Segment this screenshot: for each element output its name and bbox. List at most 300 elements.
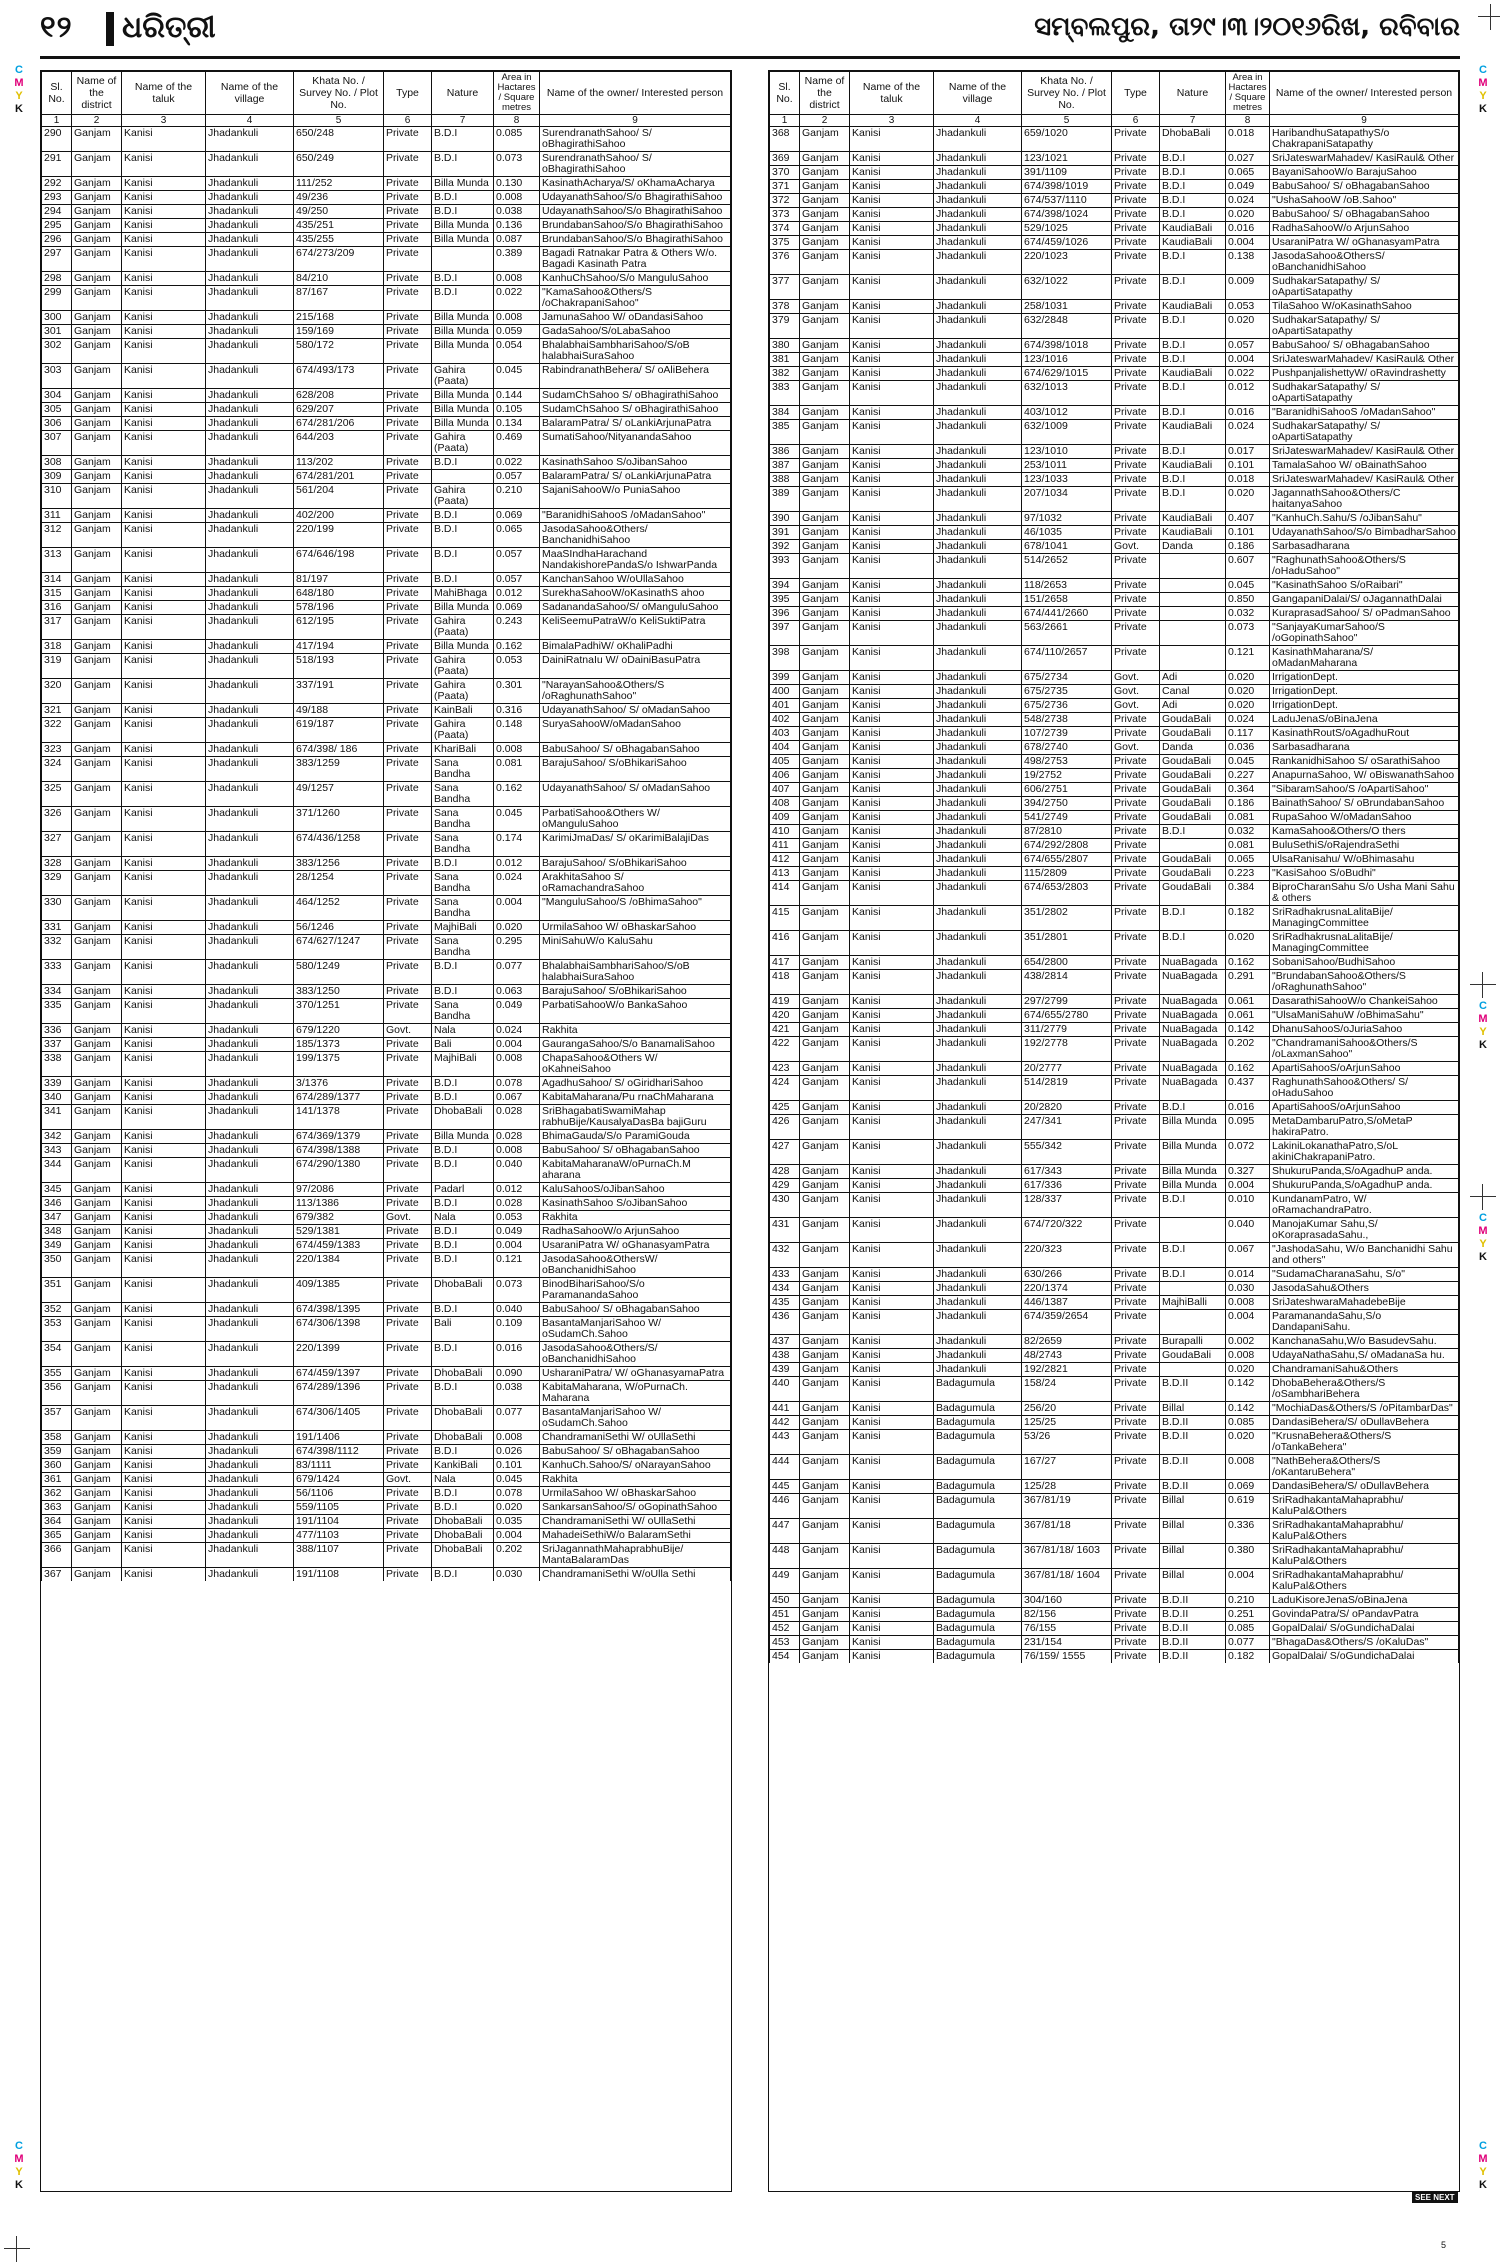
cell-type: Private [1112, 406, 1160, 420]
cell-type: Private [1112, 811, 1160, 825]
table-row [42, 1211, 731, 1225]
cell-area: 0.024 [1226, 194, 1270, 208]
cell-village: Jhadankuli [206, 152, 294, 177]
cell-nature: GoudaBali [1160, 727, 1226, 741]
column-number: 7 [1160, 115, 1226, 127]
cell-khata-plot: 56/1246 [294, 921, 384, 935]
cell-area: 0.437 [1226, 1076, 1270, 1101]
cell-khata-plot: 674/398/1018 [1022, 339, 1112, 353]
cell-village: Jhadankuli [934, 727, 1022, 741]
cell-taluk: Kanisi [850, 420, 934, 445]
cell-owner: DandasiBehera/S/ oDullavBehera [1270, 1480, 1459, 1494]
table-row [42, 1543, 731, 1568]
cell-area: 0.144 [494, 389, 540, 403]
cell-khata-plot: 82/156 [1022, 1608, 1112, 1622]
table-row [770, 487, 1459, 512]
cell-village: Jhadankuli [934, 825, 1022, 839]
table-row [42, 1158, 731, 1183]
cell-nature: Billa Munda [432, 417, 494, 431]
cell-area: 0.117 [1226, 727, 1270, 741]
cell-nature [1160, 593, 1226, 607]
cell-district: Ganjam [800, 671, 850, 685]
cell-area: 0.336 [1226, 1519, 1270, 1544]
cell-area: 0.020 [1226, 487, 1270, 512]
table-row [770, 1101, 1459, 1115]
cell-district: Ganjam [800, 1480, 850, 1494]
cell-type: Private [384, 1529, 432, 1543]
cell-district: Ganjam [72, 1473, 122, 1487]
folio-number: 5 [1441, 2240, 1447, 2250]
table-row [770, 526, 1459, 540]
cell-owner: GaurangaSahoo/S/o BanamaliSahoo [540, 1038, 731, 1052]
table-row [42, 1473, 731, 1487]
table-row [42, 1381, 731, 1406]
cell-village: Jhadankuli [934, 579, 1022, 593]
cell-khata-plot: 297/2799 [1022, 995, 1112, 1009]
cell-area: 0.053 [494, 654, 540, 679]
cell-type: Private [1112, 769, 1160, 783]
cell-owner: Rakhita [540, 1024, 731, 1038]
table-row [42, 177, 731, 191]
cell-type: Private [384, 152, 432, 177]
cell-district: Ganjam [800, 1594, 850, 1608]
cell-area: 0.227 [1226, 769, 1270, 783]
cell-owner: UsaraniPatra W/ oGhanasyamPatra [540, 1239, 731, 1253]
cell-sl-no: 342 [42, 1130, 72, 1144]
cell-district: Ganjam [72, 1077, 122, 1091]
cell-district: Ganjam [72, 233, 122, 247]
cell-sl-no: 335 [42, 999, 72, 1024]
cell-type: Govt. [1112, 741, 1160, 755]
cell-type: Private [384, 286, 432, 311]
cell-district: Ganjam [800, 811, 850, 825]
cell-area: 0.020 [1226, 314, 1270, 339]
cell-village: Jhadankuli [206, 205, 294, 219]
cell-khata-plot: 367/81/18 [1022, 1519, 1112, 1544]
cell-district: Ganjam [72, 127, 122, 152]
table-row [770, 769, 1459, 783]
cell-area: 0.040 [494, 1158, 540, 1183]
cell-sl-no: 329 [42, 871, 72, 896]
cell-village: Jhadankuli [206, 1529, 294, 1543]
cell-area: 0.004 [1226, 1310, 1270, 1335]
cell-sl-no: 447 [770, 1519, 800, 1544]
cell-area: 0.607 [1226, 554, 1270, 579]
cell-district: Ganjam [72, 1158, 122, 1183]
cell-type: Private [384, 127, 432, 152]
table-row [42, 325, 731, 339]
cell-nature: B.D.II [1160, 1377, 1226, 1402]
table-row [770, 1594, 1459, 1608]
cell-khata-plot: 674/306/1405 [294, 1406, 384, 1431]
cell-village: Jhadankuli [934, 906, 1022, 931]
cell-owner: LaduJenaS/oBinaJena [1270, 713, 1459, 727]
cell-area: 0.469 [494, 431, 540, 456]
table-row [42, 832, 731, 857]
cell-type: Private [1112, 593, 1160, 607]
cell-owner: SriBhagabatiSwamiMahap rabhuBije/KausalyaDasBa bajiGuru [540, 1105, 731, 1130]
table-row [42, 1515, 731, 1529]
cell-taluk: Kanisi [122, 718, 206, 743]
cell-village: Jhadankuli [206, 311, 294, 325]
cell-village: Jhadankuli [206, 1144, 294, 1158]
cell-village: Jhadankuli [206, 339, 294, 364]
cell-district: Ganjam [72, 1529, 122, 1543]
cell-taluk: Kanisi [850, 381, 934, 406]
cell-khata-plot: 388/1107 [294, 1543, 384, 1568]
cell-area: 0.090 [494, 1367, 540, 1381]
cell-nature: NuaBagada [1160, 1023, 1226, 1037]
cell-area: 0.008 [494, 1431, 540, 1445]
cell-taluk: Kanisi [122, 1487, 206, 1501]
cell-owner: BrundabanSahoo/S/o BhagirathiSahoo [540, 219, 731, 233]
cell-district: Ganjam [72, 1431, 122, 1445]
cell-owner: KuraprasadSahoo/ S/ oPadmanSahoo [1270, 607, 1459, 621]
cell-nature: GoudaBali [1160, 769, 1226, 783]
cell-type: Private [1112, 445, 1160, 459]
cell-district: Ganjam [800, 1140, 850, 1165]
cell-nature [1160, 1282, 1226, 1296]
cell-nature: B.D.II [1160, 1480, 1226, 1494]
cell-district: Ganjam [800, 1101, 850, 1115]
table-row [770, 685, 1459, 699]
cell-sl-no: 374 [770, 222, 800, 236]
cell-district: Ganjam [72, 247, 122, 272]
cell-taluk: Kanisi [850, 1037, 934, 1062]
cell-type: Private [384, 1225, 432, 1239]
table-row [42, 807, 731, 832]
cell-type: Private [384, 601, 432, 615]
table-row [770, 152, 1459, 166]
cell-type: Private [1112, 166, 1160, 180]
color-bar-icon: C M Y K [14, 2140, 24, 2191]
table-row [42, 403, 731, 417]
cell-taluk: Kanisi [122, 757, 206, 782]
table-row [770, 1416, 1459, 1430]
cell-nature: Gahira (Paata) [432, 615, 494, 640]
cell-khata-plot: 632/1009 [1022, 420, 1112, 445]
cell-khata-plot: 514/2652 [1022, 554, 1112, 579]
cell-nature: B.D.I [1160, 1101, 1226, 1115]
cell-area: 0.004 [1226, 236, 1270, 250]
cell-sl-no: 360 [42, 1459, 72, 1473]
cell-area: 0.364 [1226, 783, 1270, 797]
cell-khata-plot: 678/2740 [1022, 741, 1112, 755]
cell-village: Jhadankuli [206, 601, 294, 615]
cell-khata-plot: 578/196 [294, 601, 384, 615]
cell-nature: Gahira (Paata) [432, 654, 494, 679]
cell-taluk: Kanisi [122, 1381, 206, 1406]
cell-nature: Nala [432, 1473, 494, 1487]
cell-area: 0.053 [1226, 300, 1270, 314]
cell-type: Private [384, 1105, 432, 1130]
cell-khata-plot: 498/2753 [1022, 755, 1112, 769]
cell-village: Jhadankuli [206, 431, 294, 456]
cell-khata-plot: 561/204 [294, 484, 384, 509]
column-number-row [770, 115, 1459, 127]
cell-area: 0.142 [1226, 1377, 1270, 1402]
cell-taluk: Kanisi [122, 1052, 206, 1077]
cell-area: 0.057 [1226, 339, 1270, 353]
cell-owner: UsharaniPatra/ W/ oGhanasyamaPatra [540, 1367, 731, 1381]
cell-type: Private [384, 999, 432, 1024]
cell-village: Jhadankuli [206, 1317, 294, 1342]
cell-owner: SudamChSahoo S/ oBhagirathiSahoo [540, 403, 731, 417]
table-row [42, 615, 731, 640]
cell-khata-plot: 674/306/1398 [294, 1317, 384, 1342]
cell-khata-plot: 383/1259 [294, 757, 384, 782]
cell-type: Private [1112, 881, 1160, 906]
cell-owner: BasantaManjariSahoo W/ oSudamCh.Sahoo [540, 1406, 731, 1431]
cell-owner: "SanjayaKumarSahoo/S /oGopinathSahoo" [1270, 621, 1459, 646]
cell-owner: "SibaramSahoo/S /oApartiSahoo" [1270, 783, 1459, 797]
cell-owner: BasantaManjariSahoo W/ oSudamCh.Sahoo [540, 1317, 731, 1342]
cell-area: 0.085 [494, 127, 540, 152]
table-row [42, 587, 731, 601]
header-area: Area in Hactares / Square metres [494, 72, 540, 115]
cell-village: Jhadankuli [934, 646, 1022, 671]
cell-village: Jhadankuli [206, 286, 294, 311]
cell-nature: B.D.I [1160, 194, 1226, 208]
cell-district: Ganjam [800, 1650, 850, 1664]
cell-owner: DhanuSahooS/oJuriaSahoo [1270, 1023, 1459, 1037]
cell-village: Jhadankuli [934, 685, 1022, 699]
cell-taluk: Kanisi [850, 222, 934, 236]
cell-khata-plot: 337/191 [294, 679, 384, 704]
cell-taluk: Kanisi [850, 1402, 934, 1416]
cell-taluk: Kanisi [122, 1130, 206, 1144]
cell-taluk: Kanisi [850, 236, 934, 250]
cell-district: Ganjam [800, 1636, 850, 1650]
table-row [42, 456, 731, 470]
cell-district: Ganjam [800, 1282, 850, 1296]
land-schedule-table-right [769, 71, 1459, 1663]
table-row [770, 406, 1459, 420]
cell-district: Ganjam [72, 470, 122, 484]
cell-type: Private [1112, 236, 1160, 250]
cell-khata-plot: 674/493/173 [294, 364, 384, 389]
cell-district: Ganjam [72, 389, 122, 403]
cell-sl-no: 380 [770, 339, 800, 353]
cell-village: Jhadankuli [206, 718, 294, 743]
cell-owner: KanchanaSahu,W/o BasudevSahu. [1270, 1335, 1459, 1349]
cell-nature: B.D.I [432, 1303, 494, 1317]
cell-area: 0.316 [494, 704, 540, 718]
column-number: 1 [770, 115, 800, 127]
cell-type: Private [1112, 420, 1160, 445]
cell-village: Jhadankuli [934, 180, 1022, 194]
cell-taluk: Kanisi [850, 1594, 934, 1608]
cell-district: Ganjam [800, 970, 850, 995]
cell-district: Ganjam [72, 1543, 122, 1568]
cell-type: Private [1112, 970, 1160, 995]
table-row [42, 743, 731, 757]
cell-area: 0.032 [1226, 607, 1270, 621]
cell-village: Jhadankuli [206, 325, 294, 339]
cell-district: Ganjam [800, 931, 850, 956]
table-row [770, 853, 1459, 867]
cell-village: Jhadankuli [206, 857, 294, 871]
cell-type: Govt. [1112, 685, 1160, 699]
cell-owner: Sarbasadharana [1270, 741, 1459, 755]
cell-type: Private [384, 857, 432, 871]
cell-khata-plot: 518/193 [294, 654, 384, 679]
cell-owner: SriJateswarMahadev/ KasiRaul& Other [1270, 473, 1459, 487]
cell-nature: Adi [1160, 671, 1226, 685]
cell-area: 0.085 [1226, 1622, 1270, 1636]
table-header-row [42, 72, 731, 115]
cell-owner: GovindaPatra/S/ oPandavPatra [1270, 1608, 1459, 1622]
cell-taluk: Kanisi [122, 1077, 206, 1091]
cell-nature: Billa Munda [432, 339, 494, 364]
cell-nature: B.D.I [432, 1225, 494, 1239]
cell-sl-no: 444 [770, 1455, 800, 1480]
table-row [770, 1282, 1459, 1296]
cell-area: 0.038 [494, 205, 540, 219]
cell-owner: SriRadhakrusnaLalitaBije/ ManagingCommittee [1270, 931, 1459, 956]
cell-area: 0.028 [494, 1197, 540, 1211]
cell-village: Jhadankuli [934, 1296, 1022, 1310]
cell-nature: Billa Munda [432, 177, 494, 191]
cell-village: Jhadankuli [206, 1183, 294, 1197]
cell-owner: SriRadhakantaMahaprabhu/ KaluPal&Others [1270, 1569, 1459, 1594]
cell-nature: B.D.I [432, 1501, 494, 1515]
cell-nature: Billal [1160, 1402, 1226, 1416]
cell-village: Jhadankuli [934, 1009, 1022, 1023]
cell-sl-no: 304 [42, 389, 72, 403]
cell-district: Ganjam [72, 286, 122, 311]
cell-sl-no: 344 [42, 1158, 72, 1183]
cell-nature: B.D.II [1160, 1650, 1226, 1664]
cell-district: Ganjam [800, 699, 850, 713]
cell-owner: LaduKisoreJenaS/oBinaJena [1270, 1594, 1459, 1608]
cell-sl-no: 314 [42, 573, 72, 587]
cell-khata-plot: 529/1025 [1022, 222, 1112, 236]
cell-nature: B.D.I [432, 509, 494, 523]
table-row [42, 286, 731, 311]
cell-khata-plot: 3/1376 [294, 1077, 384, 1091]
cell-taluk: Kanisi [122, 1144, 206, 1158]
cell-district: Ganjam [72, 1278, 122, 1303]
cell-owner: SriRadhakrusnaLalitaBije/ ManagingCommittee [1270, 906, 1459, 931]
cell-nature: B.D.II [1160, 1622, 1226, 1636]
cell-taluk: Kanisi [122, 1239, 206, 1253]
cell-taluk: Kanisi [122, 1278, 206, 1303]
table-row [770, 607, 1459, 621]
cell-khata-plot: 118/2653 [1022, 579, 1112, 593]
cell-owner: TamalaSahoo W/ oBainathSahoo [1270, 459, 1459, 473]
table-row [770, 1009, 1459, 1023]
cell-taluk: Kanisi [122, 1225, 206, 1239]
cell-khata-plot: 648/180 [294, 587, 384, 601]
table-row [42, 718, 731, 743]
cell-village: Jhadankuli [206, 389, 294, 403]
cell-sl-no: 310 [42, 484, 72, 509]
cell-area: 0.028 [494, 1105, 540, 1130]
cell-district: Ganjam [72, 601, 122, 615]
cell-khata-plot: 97/1032 [1022, 512, 1112, 526]
cell-sl-no: 295 [42, 219, 72, 233]
cell-owner: RadhaSahooW/o ArjunSahoo [540, 1225, 731, 1239]
cell-area: 0.251 [1226, 1608, 1270, 1622]
cell-owner: GadaSahoo/S/oLabaSahoo [540, 325, 731, 339]
cell-area: 0.142 [1226, 1402, 1270, 1416]
cell-sl-no: 318 [42, 640, 72, 654]
column-number: 2 [800, 115, 850, 127]
cell-type: Private [1112, 300, 1160, 314]
header-khata-plot: Khata No. / Survey No. / Plot No. [1022, 72, 1112, 115]
cell-village: Jhadankuli [934, 797, 1022, 811]
cell-taluk: Kanisi [122, 1445, 206, 1459]
cell-district: Ganjam [72, 832, 122, 857]
cell-district: Ganjam [72, 1239, 122, 1253]
cell-village: Jhadankuli [206, 1038, 294, 1052]
cell-owner: UdayanathSahoo/ S/ oMadanSahoo [540, 704, 731, 718]
cell-village: Jhadankuli [206, 1473, 294, 1487]
cell-nature: NuaBagada [1160, 1062, 1226, 1076]
cell-area: 0.182 [1226, 1650, 1270, 1664]
cell-area: 0.012 [494, 857, 540, 871]
table-row [770, 1076, 1459, 1101]
cell-taluk: Kanisi [850, 881, 934, 906]
cell-taluk: Kanisi [850, 554, 934, 579]
cell-district: Ganjam [72, 654, 122, 679]
cell-type: Private [1112, 727, 1160, 741]
cell-owner: BabuSahoo/ S/ oBhagabanSahoo [540, 1144, 731, 1158]
cell-district: Ganjam [800, 1296, 850, 1310]
cell-type: Private [1112, 1179, 1160, 1193]
cell-nature: GoudaBali [1160, 797, 1226, 811]
cell-owner: "BaranidhiSahooS /oMadanSahoo" [540, 509, 731, 523]
column-number: 5 [1022, 115, 1112, 127]
cell-area: 0.162 [1226, 956, 1270, 970]
cell-type: Private [1112, 367, 1160, 381]
cell-area: 0.291 [1226, 970, 1270, 995]
dateline: ସମ୍ବଲପୁର, ତା୨୯।୩।୨୦୧୬ରିଖ, ରବିବାର [1034, 12, 1460, 42]
cell-khata-plot: 659/1020 [1022, 127, 1112, 152]
cell-type: Private [384, 311, 432, 325]
table-row [770, 671, 1459, 685]
cell-sl-no: 419 [770, 995, 800, 1009]
cell-district: Ganjam [72, 1487, 122, 1501]
cell-village: Jhadankuli [934, 339, 1022, 353]
cell-type: Private [1112, 607, 1160, 621]
cell-taluk: Kanisi [850, 727, 934, 741]
cell-village: Jhadankuli [206, 573, 294, 587]
cell-nature: B.D.I [432, 1091, 494, 1105]
cell-nature: B.D.I [1160, 445, 1226, 459]
cell-khata-plot: 220/1399 [294, 1342, 384, 1367]
cell-type: Private [384, 871, 432, 896]
cell-district: Ganjam [800, 381, 850, 406]
cell-sl-no: 448 [770, 1544, 800, 1569]
cell-owner: SudhakarSatapathy/ S/ oApartiSatapathy [1270, 275, 1459, 300]
cell-sl-no: 397 [770, 621, 800, 646]
cell-nature: B.D.I [432, 523, 494, 548]
cell-village: Jhadankuli [934, 1268, 1022, 1282]
cell-khata-plot: 49/236 [294, 191, 384, 205]
cell-type: Private [1112, 867, 1160, 881]
cell-area: 0.077 [494, 960, 540, 985]
cell-owner: BabuSahoo/ S/ oBhagabanSahoo [540, 1303, 731, 1317]
cell-owner: ParbatiSahoo&Others W/ oManguluSahoo [540, 807, 731, 832]
cell-khata-plot: 403/1012 [1022, 406, 1112, 420]
header-district: Name of the district [800, 72, 850, 115]
cell-area: 0.301 [494, 679, 540, 704]
table-row [770, 208, 1459, 222]
cell-type: Private [384, 782, 432, 807]
cell-sl-no: 454 [770, 1650, 800, 1664]
